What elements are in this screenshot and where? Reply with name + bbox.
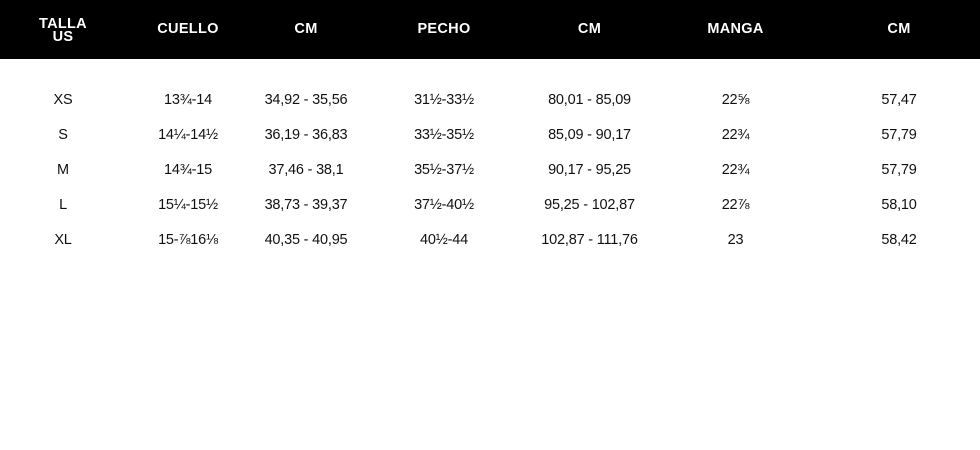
cell-pecho-cm: 90,17 - 95,25 — [548, 161, 631, 178]
size-chart-header — [0, 0, 980, 59]
cell-pecho-cm: 85,09 - 90,17 — [548, 126, 631, 143]
cell-talla: XL — [54, 231, 72, 248]
cell-pecho: 33½-35½ — [414, 126, 474, 143]
cell-cuello: 14¼-14½ — [158, 126, 218, 143]
cell-cuello: 15-⅞16⅛ — [158, 231, 218, 248]
table-row — [0, 152, 980, 187]
cell-manga: 22¾ — [721, 126, 750, 143]
cell-cuello: 13¾-14 — [164, 91, 212, 108]
cell-cuello-cm: 40,35 - 40,95 — [264, 231, 348, 248]
header-cuello: CUELLO — [157, 21, 219, 37]
cell-talla: M — [57, 161, 69, 178]
cell-manga-cm: 58,42 — [881, 231, 917, 248]
cell-cuello: 15¼-15½ — [158, 196, 218, 213]
header-manga: MANGA — [707, 21, 764, 37]
cell-manga-cm: 57,47 — [881, 91, 917, 108]
cell-talla: XS — [53, 91, 73, 108]
table-row — [0, 117, 980, 152]
cell-pecho: 35½-37½ — [414, 161, 474, 178]
cell-cuello: 14¾-15 — [164, 161, 212, 178]
cell-pecho-cm: 95,25 - 102,87 — [544, 196, 635, 213]
cell-manga: 22¾ — [721, 161, 750, 178]
cell-talla: S — [58, 126, 68, 143]
cell-manga: 23 — [727, 231, 744, 248]
cell-pecho: 31½-33½ — [414, 91, 474, 108]
cell-pecho: 37½-40½ — [414, 196, 474, 213]
header-talla-us — [0, 0, 126, 59]
header-manga-cm: CM — [887, 21, 911, 37]
cell-cuello-cm: 36,19 - 36,83 — [264, 126, 348, 143]
cell-manga-cm: 57,79 — [881, 161, 917, 178]
cell-pecho-cm: 102,87 - 111,76 — [541, 231, 638, 248]
header-talla-line1: TALLA — [39, 15, 87, 32]
cell-talla: L — [59, 196, 67, 213]
cell-pecho: 40½-44 — [420, 231, 468, 248]
cell-cuello-cm: 37,46 - 38,1 — [268, 161, 344, 178]
header-pecho-cm: CM — [577, 21, 602, 37]
header-talla-line2: US — [52, 28, 74, 45]
header-row — [0, 0, 980, 59]
size-chart-body — [0, 59, 980, 257]
table-row — [0, 222, 980, 257]
cell-manga-cm: 58,10 — [881, 196, 917, 213]
table-row — [0, 59, 980, 117]
cell-cuello-cm: 34,92 - 35,56 — [264, 91, 348, 108]
cell-manga-cm: 57,79 — [881, 126, 917, 143]
cell-cuello-cm: 38,73 - 39,37 — [264, 196, 348, 213]
cell-manga: 22⅞ — [721, 196, 750, 213]
cell-pecho-cm: 80,01 - 85,09 — [548, 91, 631, 108]
table-row — [0, 187, 980, 222]
cell-manga: 22⅝ — [721, 91, 750, 108]
header-pecho: PECHO — [417, 21, 471, 37]
header-cuello-cm: CM — [294, 21, 318, 37]
